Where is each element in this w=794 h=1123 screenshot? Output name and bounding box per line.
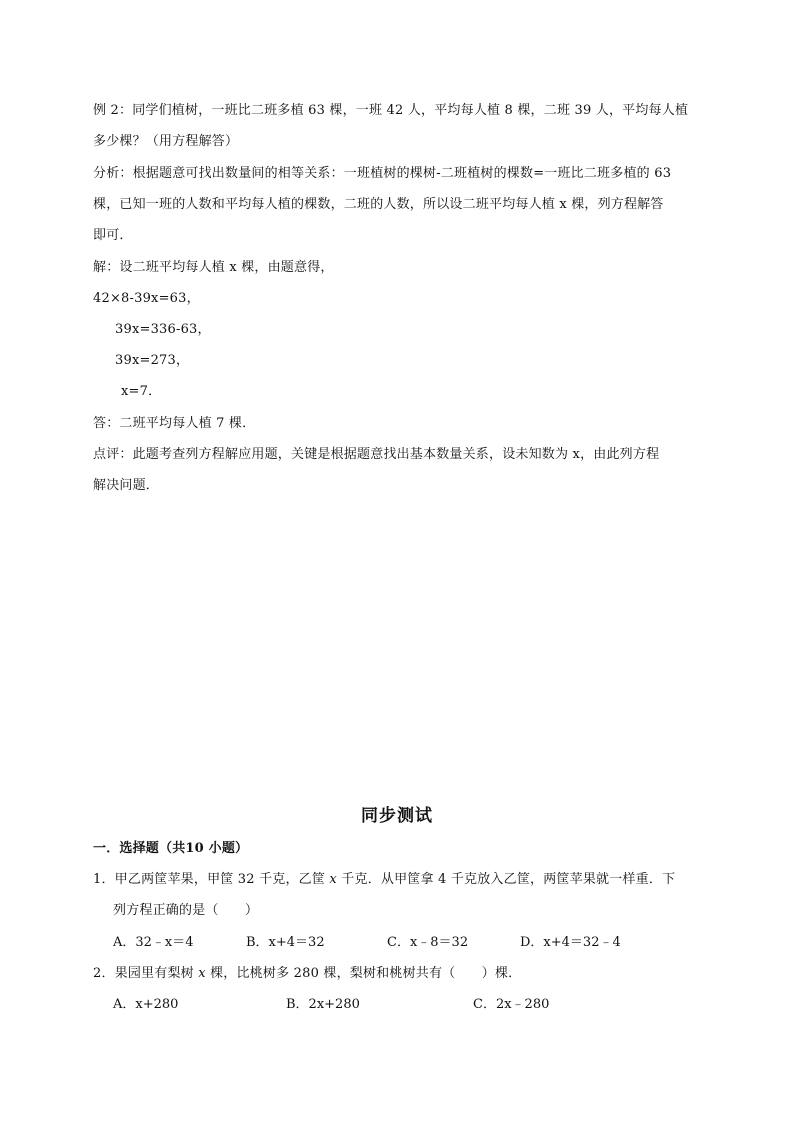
equation-4: x=7．	[121, 384, 162, 399]
q1-option-a[interactable]: A．32﹣x＝4	[113, 935, 194, 950]
equation-1: 42×8-39x=63，	[93, 291, 200, 306]
analysis-line-1: 分析：根据题意可找出数量间的相等关系：一班植树的棵树-二班植树的棵数=一班比二班多植的 63	[93, 166, 672, 181]
question-1-variable: x	[329, 872, 337, 887]
q2-option-b[interactable]: B．2x+280	[286, 997, 360, 1012]
question-2-line-1	[93, 965, 521, 983]
comment-line-2: 解决问题．	[93, 478, 160, 493]
comment-line-1: 点评：此题考查列方程解应用题，关键是根据题意找出基本数量关系，设未知数为 x，由此列方程	[93, 447, 660, 462]
q1-option-c[interactable]: C．x﹣8＝32	[387, 935, 469, 950]
question-1-text-b: 千克．从甲筐拿 4 千克放入乙筐，两筐苹果就一样重．下	[336, 872, 676, 887]
equation-3: 39x=273，	[115, 353, 190, 368]
answer-line: 答：二班平均每人植 7 棵．	[93, 416, 256, 431]
example-line-2: 多少棵？（用方程解答）	[93, 134, 239, 149]
question-2-text-b: 棵，比桃树多 280 棵，梨树和桃树共有（ ）棵．	[205, 966, 522, 981]
question-1-line-2: 列方程正确的是（ ）	[113, 903, 259, 918]
section-title: 同步测试	[361, 806, 433, 826]
example-line-1: 例 2：同学们植树，一班比二班多植 63 棵，一班 42 人，平均每人植 8 棵，二班 39 人，平均每人植	[93, 103, 689, 118]
analysis-line-3: 即可．	[93, 228, 133, 243]
analysis-line-2: 棵，已知一班的人数和平均每人植的棵数，二班的人数，所以设二班平均每人植 x 棵，列方程解答	[93, 197, 664, 212]
solution-intro: 解：设二班平均每人植 x 棵，由题意得，	[93, 260, 334, 275]
q1-option-b[interactable]: B．x+4＝32	[246, 935, 325, 950]
question-1-text-a: 1．甲乙两筐苹果，甲筐 32 千克，乙筐	[93, 872, 330, 887]
q1-option-d[interactable]: D．x+4＝32﹣4	[520, 935, 621, 950]
question-2-text-a: 2．果园里有梨树	[93, 966, 199, 981]
question-1-line-1	[93, 871, 675, 889]
q2-option-a[interactable]: A．x+280	[113, 997, 179, 1012]
equation-2: 39x=336-63，	[115, 322, 211, 337]
question-section-heading: 一．选择题（共10 小题）	[93, 841, 249, 856]
question-2-variable: x	[198, 966, 206, 981]
q2-option-c[interactable]: C．2x﹣280	[473, 997, 550, 1012]
